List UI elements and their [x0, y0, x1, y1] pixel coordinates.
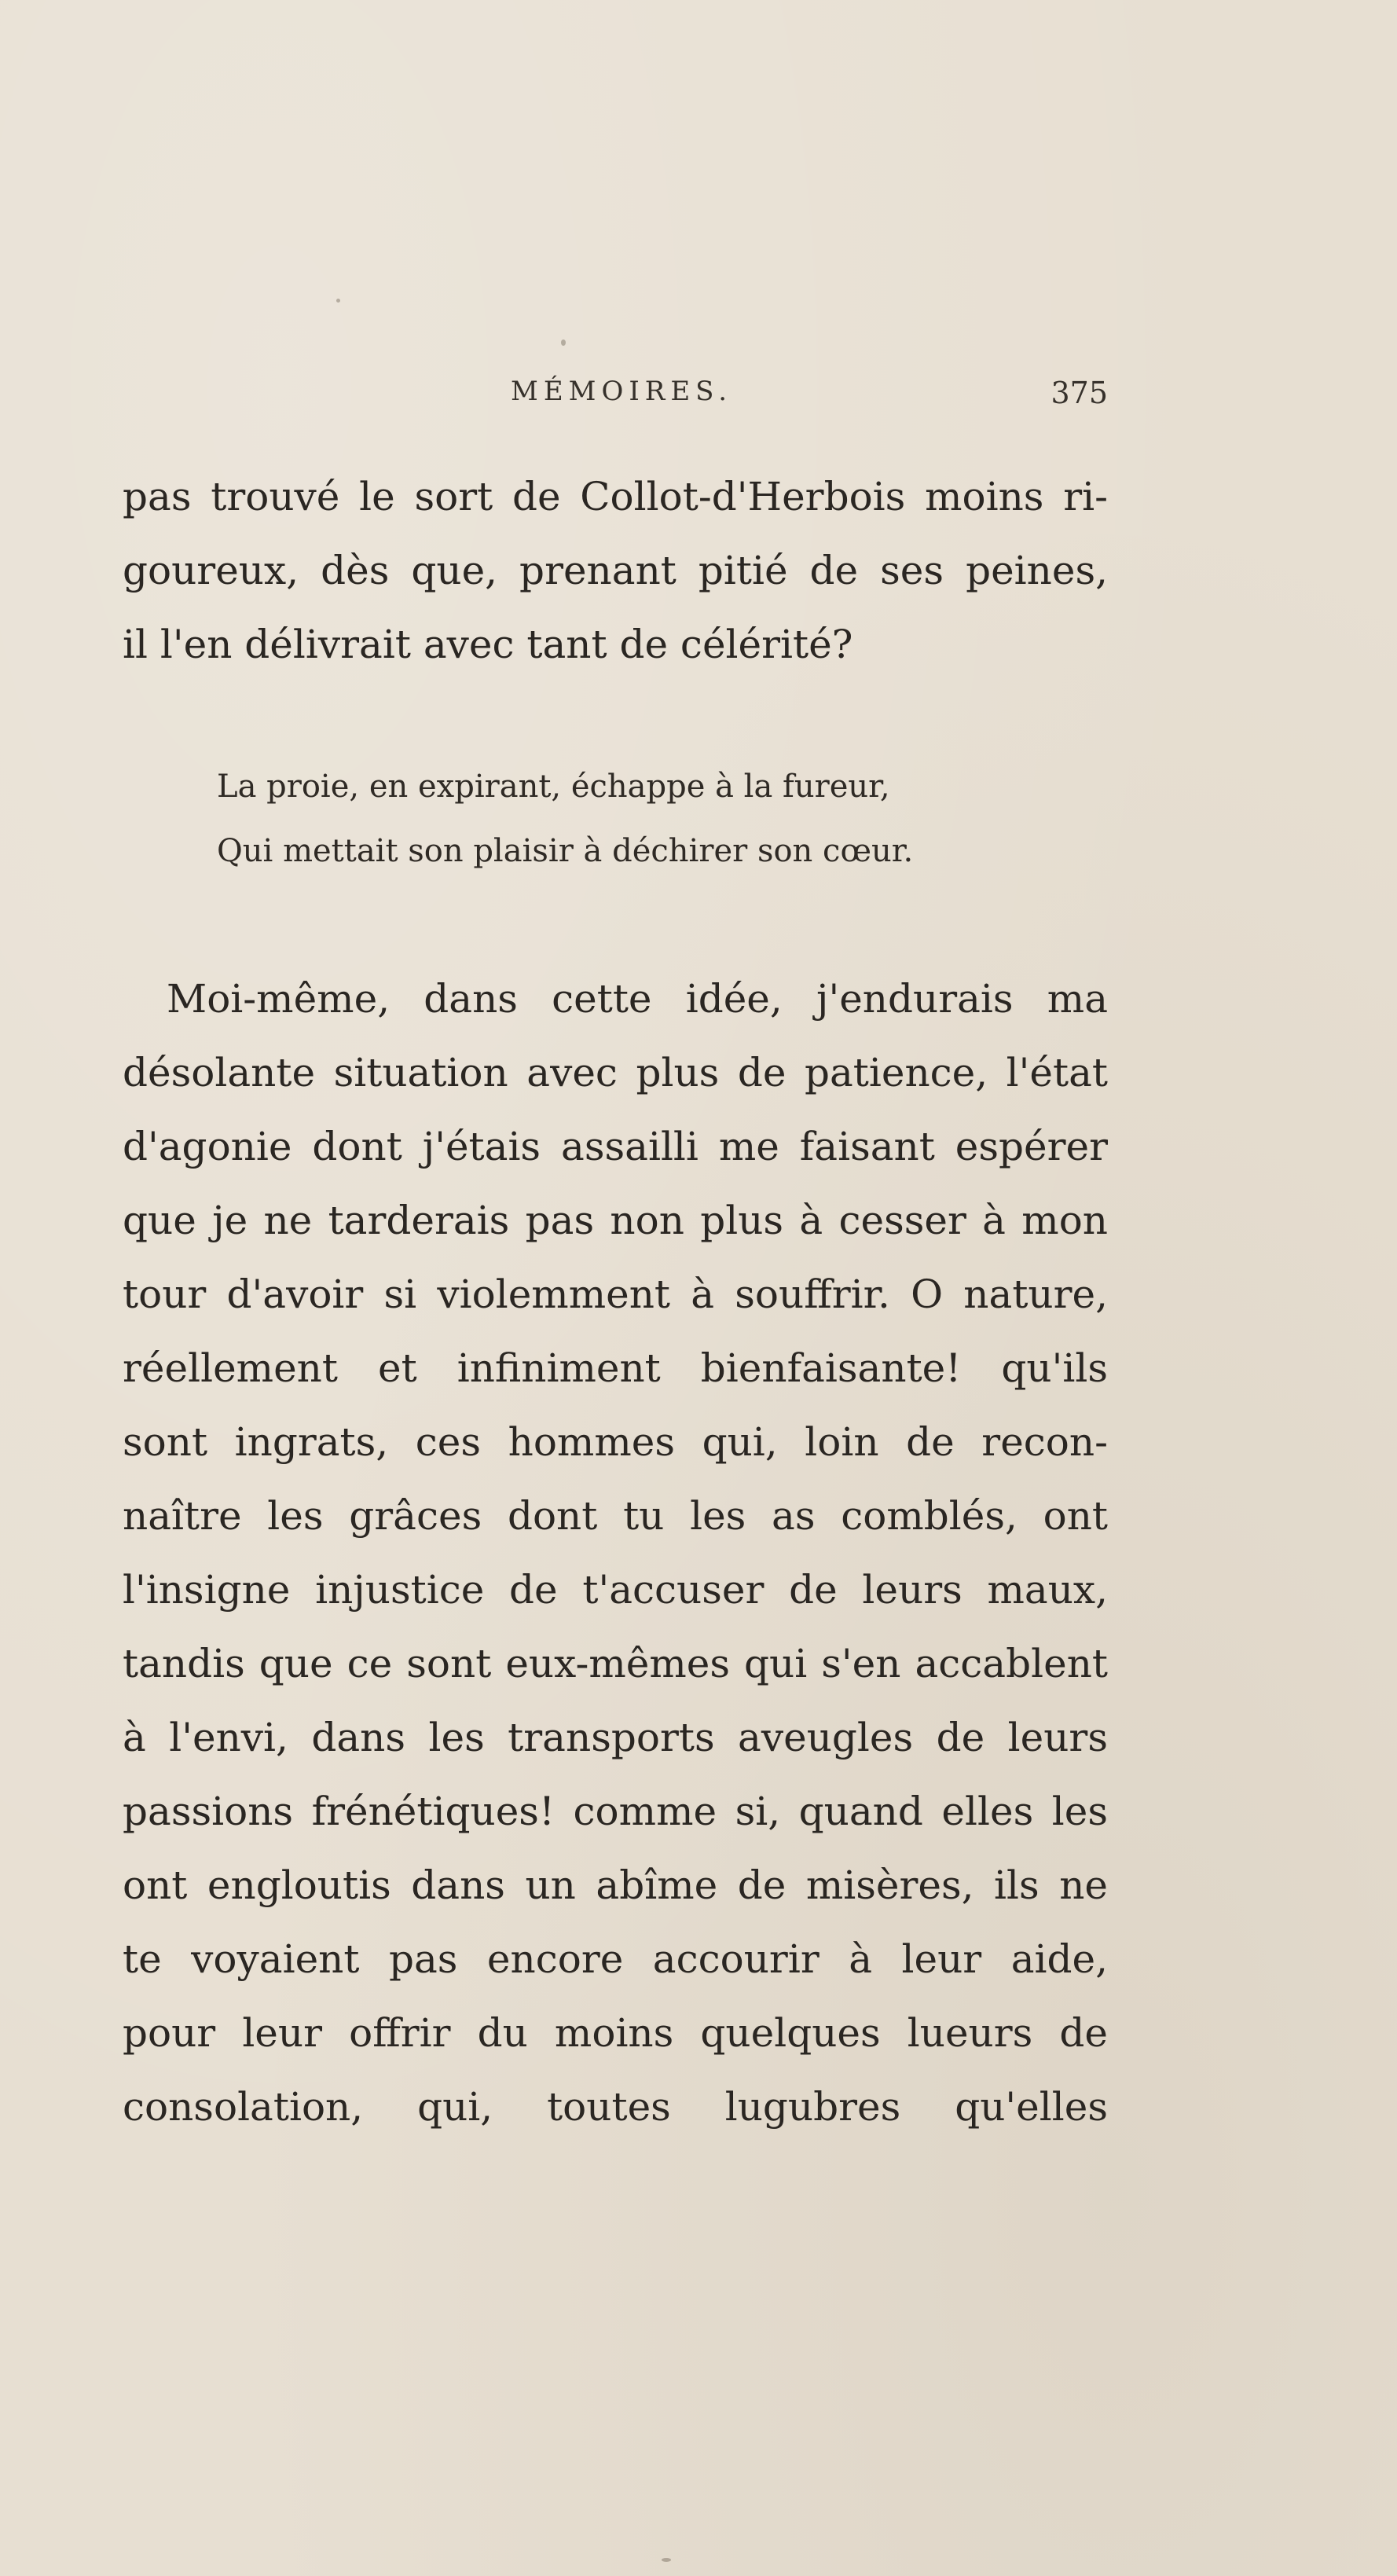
- text-line: consolation, qui, toutes lugubres qu'elles: [123, 2084, 1108, 2130]
- text-line: tour d'avoir si violemment à souffrir. O nature,: [123, 1271, 1108, 1317]
- text-line: passions frénétiques! comme si, quand elles les: [123, 1789, 1108, 1834]
- text-line: réellement et infiniment bienfaisante! qu'ils: [123, 1345, 1108, 1391]
- text-line: d'agonie dont j'étais assailli me faisant espérer: [123, 1124, 1108, 1169]
- verse-quote: [217, 754, 924, 883]
- text-line: l'insigne injustice de t'accuser de leurs maux,: [123, 1567, 1108, 1613]
- text-line: désolante situation avec plus de patience, l'état: [123, 1050, 1108, 1095]
- verse-line: Qui mettait son plaisir à déchirer son cœur.: [217, 833, 914, 869]
- paper-speck: [561, 339, 566, 346]
- text-line: goureux, dès que, prenant pitié de ses peines,: [123, 548, 1108, 593]
- text-line: que je ne tarderais pas non plus à cesser à mon: [123, 1198, 1108, 1243]
- text-line: à l'envi, dans les transports aveugles de leurs: [123, 1715, 1108, 1760]
- paper-speck: [336, 299, 340, 303]
- paper-speck: [662, 2558, 671, 2562]
- running-head: [118, 376, 1108, 415]
- paragraph-continuation: [123, 460, 1108, 681]
- text-line: pour leur offrir du moins quelques lueurs de: [123, 2010, 1108, 2056]
- text-line: naître les grâces dont tu les as comblés, ont: [123, 1493, 1108, 1539]
- text-line: sont ingrats, ces hommes qui, loin de recon-: [123, 1419, 1108, 1465]
- page-number: 375: [1050, 376, 1108, 410]
- running-title: MÉMOIRES.: [511, 376, 733, 407]
- text-line: ont engloutis dans un abîme de misères, ils ne: [123, 1862, 1108, 1908]
- paragraph: [123, 962, 1108, 2144]
- text-line: il l'en délivrait avec tant de célérité?: [123, 622, 853, 667]
- text-line: Moi-même, dans cette idée, j'endurais ma: [167, 976, 1108, 1022]
- verse-line: La proie, en expirant, échappe à la fureur,: [217, 769, 890, 805]
- text-line: te voyaient pas encore accourir à leur aide,: [123, 1936, 1108, 1982]
- text-line: tandis que ce sont eux-mêmes qui s'en accablent: [123, 1641, 1108, 1686]
- text-line: pas trouvé le sort de Collot-d'Herbois moins ri-: [123, 474, 1108, 519]
